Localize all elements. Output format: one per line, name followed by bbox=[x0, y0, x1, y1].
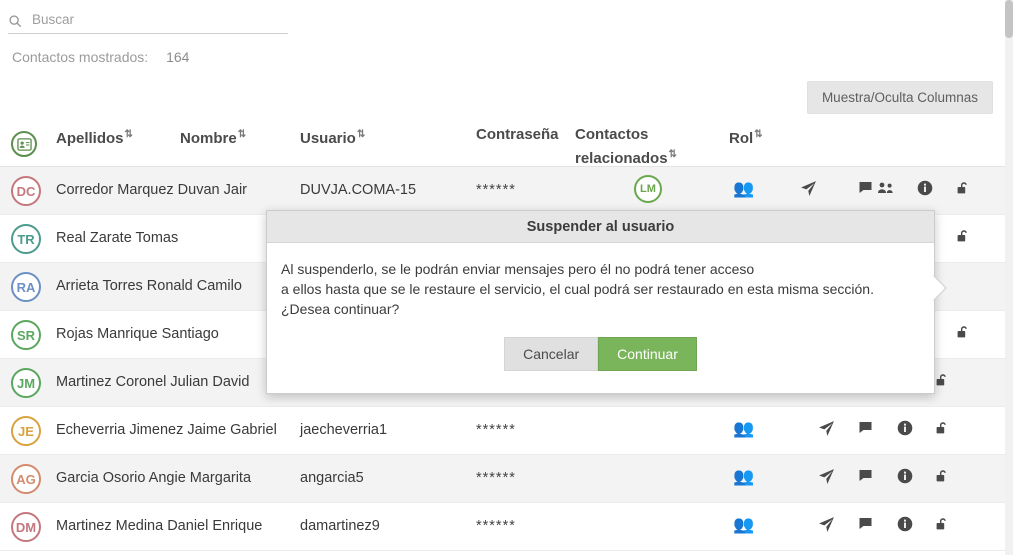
header-rol-label: Rol bbox=[729, 130, 754, 147]
contacts-count-label: Contactos mostrados: bbox=[12, 49, 149, 65]
avatar-initials: JE bbox=[18, 423, 34, 439]
info-icon[interactable] bbox=[897, 420, 913, 436]
related-contact-initials: LM bbox=[640, 183, 656, 195]
header-rol[interactable] bbox=[729, 125, 763, 149]
contacts-count-value: 164 bbox=[166, 49, 190, 65]
header-contactos-relacionados[interactable] bbox=[575, 125, 700, 169]
avatar-initials: AG bbox=[16, 471, 36, 487]
lock-icon[interactable] bbox=[934, 516, 950, 532]
group-icon[interactable] bbox=[877, 180, 895, 196]
avatar bbox=[11, 512, 41, 542]
table-row[interactable] bbox=[0, 407, 1005, 455]
header-usuario-label: Usuario bbox=[300, 130, 356, 147]
lock-icon[interactable] bbox=[955, 228, 971, 244]
avatar-initials: TR bbox=[17, 231, 35, 247]
header-usuario[interactable] bbox=[300, 125, 365, 149]
search-icon bbox=[8, 14, 22, 28]
avatar bbox=[11, 368, 41, 398]
header-apellidos-label: Apellidos bbox=[56, 130, 124, 147]
info-icon[interactable] bbox=[897, 516, 913, 532]
chat-icon[interactable] bbox=[857, 180, 874, 196]
cell-apellidos: Martinez Medina Daniel Enrique bbox=[56, 518, 263, 534]
send-icon[interactable] bbox=[800, 180, 817, 197]
avatar bbox=[11, 416, 41, 446]
dialog-line-2: a ellos hasta que se le restaure el servicio, el cual podrá ser restaurado en esta misma sección. bbox=[281, 281, 874, 297]
header-contrasena-label: Contraseña bbox=[476, 126, 559, 143]
chat-icon[interactable] bbox=[857, 468, 874, 484]
users-icon: 👥 bbox=[733, 467, 755, 486]
users-icon: 👥 bbox=[733, 179, 755, 198]
cell-apellidos: Rojas Manrique Santiago bbox=[56, 326, 219, 342]
avatar-initials: SR bbox=[16, 327, 36, 343]
header-contrasena bbox=[476, 125, 559, 145]
cell-password: ****** bbox=[476, 182, 516, 198]
send-icon[interactable] bbox=[818, 516, 835, 533]
lock-icon[interactable] bbox=[955, 324, 971, 340]
table-header-row bbox=[0, 113, 1005, 167]
related-contact-badge[interactable] bbox=[634, 175, 662, 203]
cell-usuario: damartinez9 bbox=[300, 518, 380, 534]
header-apellidos[interactable] bbox=[56, 125, 133, 149]
avatar bbox=[11, 464, 41, 494]
dialog-line-3: ¿Desea continuar? bbox=[281, 301, 400, 317]
lock-icon[interactable] bbox=[934, 372, 950, 388]
cell-usuario: jaecheverria1 bbox=[300, 422, 388, 438]
users-icon: 👥 bbox=[733, 419, 755, 438]
contact-card-icon bbox=[11, 131, 37, 157]
continue-button[interactable]: Continuar bbox=[598, 337, 697, 371]
table-row[interactable] bbox=[0, 503, 1005, 551]
avatar-initials: DM bbox=[15, 519, 37, 535]
chat-icon[interactable] bbox=[857, 516, 874, 532]
avatar bbox=[11, 320, 41, 350]
users-icon: 👥 bbox=[733, 515, 755, 534]
dialog-actions bbox=[267, 325, 934, 393]
avatar-initials: DC bbox=[16, 183, 36, 199]
cell-apellidos: Arrieta Torres Ronald Camilo bbox=[56, 278, 242, 294]
sort-icon[interactable]: ⇅ bbox=[237, 129, 247, 140]
avatar-initials: JM bbox=[16, 375, 36, 391]
avatar bbox=[11, 176, 41, 206]
info-icon[interactable] bbox=[917, 180, 933, 196]
scrollbar-thumb[interactable] bbox=[1005, 0, 1013, 38]
cell-password: ****** bbox=[476, 470, 516, 486]
info-icon[interactable] bbox=[897, 468, 913, 484]
toggle-columns-button[interactable]: Muestra/Oculta Columnas bbox=[807, 81, 993, 114]
vertical-scrollbar[interactable] bbox=[1005, 0, 1013, 555]
sort-icon[interactable]: ⇅ bbox=[754, 129, 763, 140]
header-nombre-label: Nombre bbox=[180, 130, 237, 147]
sort-icon[interactable]: ⇅ bbox=[356, 129, 366, 140]
cell-apellidos: Martinez Coronel Julian David bbox=[56, 374, 250, 390]
table-row[interactable] bbox=[0, 455, 1005, 503]
header-nombre[interactable] bbox=[180, 125, 246, 149]
avatar-initials: RA bbox=[16, 279, 36, 295]
cell-apellidos: Garcia Osorio Angie Margarita bbox=[56, 470, 252, 486]
sort-icon[interactable]: ⇅ bbox=[124, 129, 133, 140]
sort-icon[interactable]: ⇅ bbox=[668, 149, 677, 160]
avatar bbox=[11, 224, 41, 254]
search-bar bbox=[0, 0, 1005, 38]
contacts-count bbox=[12, 49, 189, 65]
lock-icon[interactable] bbox=[934, 468, 950, 484]
cell-password: ****** bbox=[476, 518, 516, 534]
avatar bbox=[11, 272, 41, 302]
send-icon[interactable] bbox=[818, 420, 835, 437]
cell-apellidos: Real Zarate Tomas bbox=[56, 230, 179, 246]
dialog-title: Suspender al usuario bbox=[267, 211, 934, 243]
search-input[interactable] bbox=[30, 11, 270, 28]
dialog-body bbox=[267, 243, 934, 325]
suspend-user-dialog bbox=[266, 210, 935, 394]
cell-apellidos: Corredor Marquez Duvan Jair bbox=[56, 182, 247, 198]
lock-icon[interactable] bbox=[955, 180, 971, 196]
search-box[interactable] bbox=[8, 6, 288, 34]
cancel-button[interactable]: Cancelar bbox=[504, 337, 598, 371]
table-row[interactable] bbox=[0, 167, 1005, 215]
cell-usuario: angarcia5 bbox=[300, 470, 364, 486]
send-icon[interactable] bbox=[818, 468, 835, 485]
lock-icon[interactable] bbox=[934, 420, 950, 436]
chat-icon[interactable] bbox=[857, 420, 874, 436]
header-contactos-relacionados-label: Contactos relacionados bbox=[575, 126, 668, 167]
dialog-line-1: Al suspenderlo, se le podrán enviar mensajes pero él no podrá tener acceso bbox=[281, 261, 755, 277]
cell-apellidos: Echeverria Jimenez Jaime Gabriel bbox=[56, 422, 277, 438]
cell-password: ****** bbox=[476, 422, 516, 438]
cell-usuario: DUVJA.COMA-15 bbox=[300, 182, 417, 198]
